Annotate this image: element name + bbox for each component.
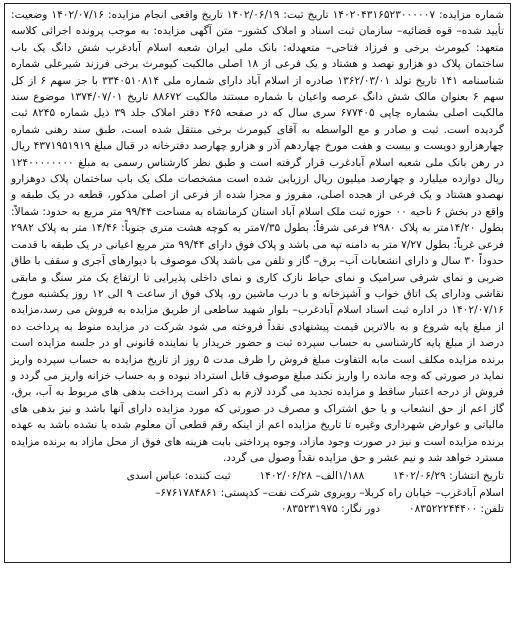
reference-number: ۱/۱۸۸الف– ۱۴۰۲/۰۶/۲۸ (259, 470, 365, 483)
fax-number: ۰۸۳۵۲۳۱۹۷۵ (280, 503, 338, 516)
fax-label: دور نگار: (341, 503, 381, 516)
publish-date-label: تاریخ انتشار: (449, 470, 504, 483)
phone-number: ۰۸۳۵۲۲۲۴۴۴۰۰ (408, 503, 478, 516)
publish-date: ۱۴۰۲/۰۶/۲۹ (393, 470, 446, 483)
footer-row-publish (11, 468, 504, 484)
footer-row-address (11, 485, 504, 501)
registrar-name: عباس اسدی (126, 470, 182, 483)
auction-notice (4, 3, 511, 563)
phone-label: تلفن: (480, 503, 504, 516)
notice-footer (11, 468, 504, 517)
registrar-label: ثبت کننده: (184, 470, 231, 483)
notice-body: شماره مزایده: ۱۴۰۲۰۴۳۱۶۵۲۳۰۰۰۰۰۷ تاریخ ثبت: ۱۴۰۲/۰۶/۱۹ تاریخ واقعی انجام مزایده: ۱۴۰۲/۰۷/۱۶ وضعیت: تأیید شده– قوه قضائیه– سازمان ثبت اسناد و املاک کشور– متن آگهی مزایده: به موجب پرونده اجرائی کلاسه متعهد: کیومرث برخی و فرزاد فتاحی– متعهدله: بانک ملی ایران شعبه اسلام آبادغرب شش دانگ یک باب ساختمان پلاک دو هزارو نهصد و هشتاد و یک فرعی از ۱۸ اصلی مالکیت کیومرث برخی فرزند شیرعلی شماره شناسنامه ۱۴۱ تاریخ تولد ۱۳۶۲/۰۳/۰۱ صادره از اسلام آباد دارای شماره ملی ۳۳۴۰۵۱۰۸۱۴ با جز سهم ۶ از کل سهم ۶ بعنوان مالک شش دانگ عرصه واعیان با شماره مستند مالکیت ۸۸۶۷۲ تاریخ ۱۳۷۴/۰۷/۰۱ موضوع سند مالکیت اصلی بشماره چاپی ۶۷۷۴۰۵ سری سال که در صفحه ۴۶۵ دفتر املاک جلد ۳۹ ذیل شماره ۸۲۴۵ ثبت گردیده است. ثبت و صادر و مع الواسطه به آقای کیومرث برخی منتقل شده است، طبق سند رهنی شماره چهارهزارو دویست و بیست و هفت مورخ چهاردهم آذر و هزارو چهارصد دفترخانه در قبال مبلغ ۴۳۷۱۹۵۱۹۱۹ ریال در رهن بانک ملی شعبه اسلام آبادغرب قرار گرفته است و طبق نظر کارشناس رسمی به مبلغ ۱۲۴۰۰۰۰۰۰۰۰ ریال دوازده میلیارد و چهارصد میلیون ریال ارزیابی شده است مشخصات ملک یک باب ساختمان پلاک دوهزارو نهصدو هشتاد و یک فرعی از هجده اصلی، مفروز و مجزا شده از فرعی از اصلی مذکور، قطعه در یک طبقه و واقع در بخش ۶ ناحیه ۰۰ حوزه ثبت ملک اسلام آباد استان کرمانشاه به مساحت ۹۹/۴۴ متر مربع به حدود: شمالاً: بطول ۱۴/۲۰متر به پلاک ۲۹۸۰ فرعی شرقاً: بطول ۷/۳۵متر به کوچه هشت متری جنوباً: ۱۴/۴۶ متر به پلاک ۲۹۸۲ فرعی غرباً: بطول ۷/۲۷ متر به دامنه تپه می باشد و پلاک فوق دارای ۹۹/۴۴ متر مربع اعیانی در یک طبقه با قدمت حدوداً ۳۰ سال و دارای انشعابات آب– برق– گاز و تلفن می باشد پلاک موصوف با دیوارهای آجری و سقف با طاق ضربی و نمای شرقی سرامیک و نمای حیاط نازک کاری و نمای داخلی پذیرایی تا ارتفاع یک متر سنگ و مابقی نقاشی ودارای یک اتاق خواب و آشپزخانه و با درب ماشین رو، پلاک فوق از ساعت ۹ الی ۱۲ روز یکشنبه مورخ ۱۴۰۲/۰۷/۱۶ در اداره ثبت اسناد اسلام آبادغرب– بلوار شهید ساطعی از طریق مزایده به فروش می رسد،مزایده از مبلغ پایه شروع و به بالاترین قیمت پیشنهادی نقداً فروخته می شود شرکت در مزایده منوط به پرداخت ده درصد از مبلغ پایه کارشناسی به حساب سپرده ثبت و حضور خریدار یا نماینده قانونی او در جلسه مزایده است برنده مزایده مکلف است مابه التفاوت مبلغ فروش را ظرف مدت ۵ روز از تاریخ مزایده به حساب سپرده واریز نماید در صورتی که وجه مانده را واریز نکند مبلغ موصوف قابل استرداد نبوده و به حساب خزانه واریز می گردد و فروش از درجه اعتبار ساقط و مزایده تجدید می گردد لازم به ذکر است پرداخت بدهی های مربوط به آب، برق، گاز اعم از حق انشعاب و یا حق اشتراک و مصرف در صورتی که مورد مزایده دارای آنها باشد و نیز بدهی های مالیاتی و عوارض شهرداری وغیره تا تاریخ مزایده اعم از اینکه رقم قطعی آن معلوم شده یا نشده باشد به عهده برنده مزایده است و نیز در صورت وجود مازاد، وجوه پرداختی بابت هزینه های فوق از محل مازاد به برنده مزایده مسترد خواهد شد و نیم عشر و حق مزایده نقداً وصول می گردد. (11, 9, 505, 464)
footer-row-contact (11, 501, 504, 517)
office-address: اسلام آبادغرب– خیابان راه کربلا– روبروی شرکت نفت– کدپستی: ۶۷۶۱۷۸۴۸۶۱– (155, 486, 504, 499)
